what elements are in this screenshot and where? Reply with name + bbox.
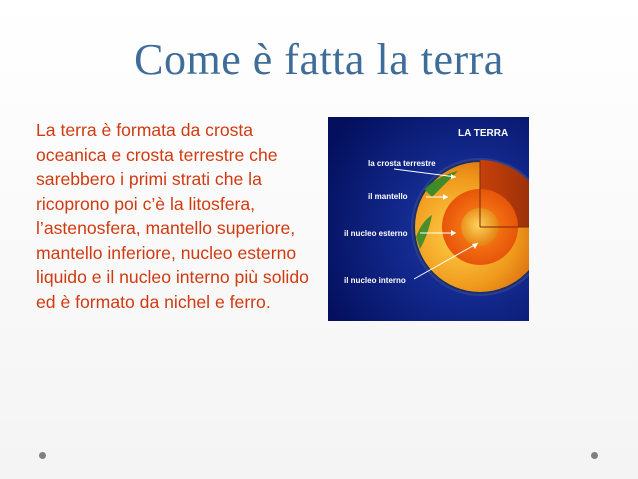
earth-layers-svg <box>328 117 529 321</box>
footer-dot-left <box>39 452 46 459</box>
svg-text:il nucleo esterno: il nucleo esterno <box>344 229 408 238</box>
slide-title: Come è fatta la terra <box>134 35 504 84</box>
figure-heading: LA TERRA <box>458 128 509 139</box>
svg-text:il mantello: il mantello <box>368 192 408 201</box>
slide-body-text: La terra è formata da crosta oceanica e crosta terrestre che sarebbero i primi strati che la ricoprono poi c’è la litosfera, l’astenosfera, mantello superiore, mantello inferiore, nucleo esterno liquido e il nucleo interno più solido ed è formato da nichel e ferro. <box>36 120 309 312</box>
svg-text:la crosta terrestre: la crosta terrestre <box>368 159 436 168</box>
svg-text:il nucleo interno: il nucleo interno <box>344 276 406 285</box>
footer-dot-right <box>591 452 598 459</box>
earth-layers-figure <box>328 117 529 321</box>
